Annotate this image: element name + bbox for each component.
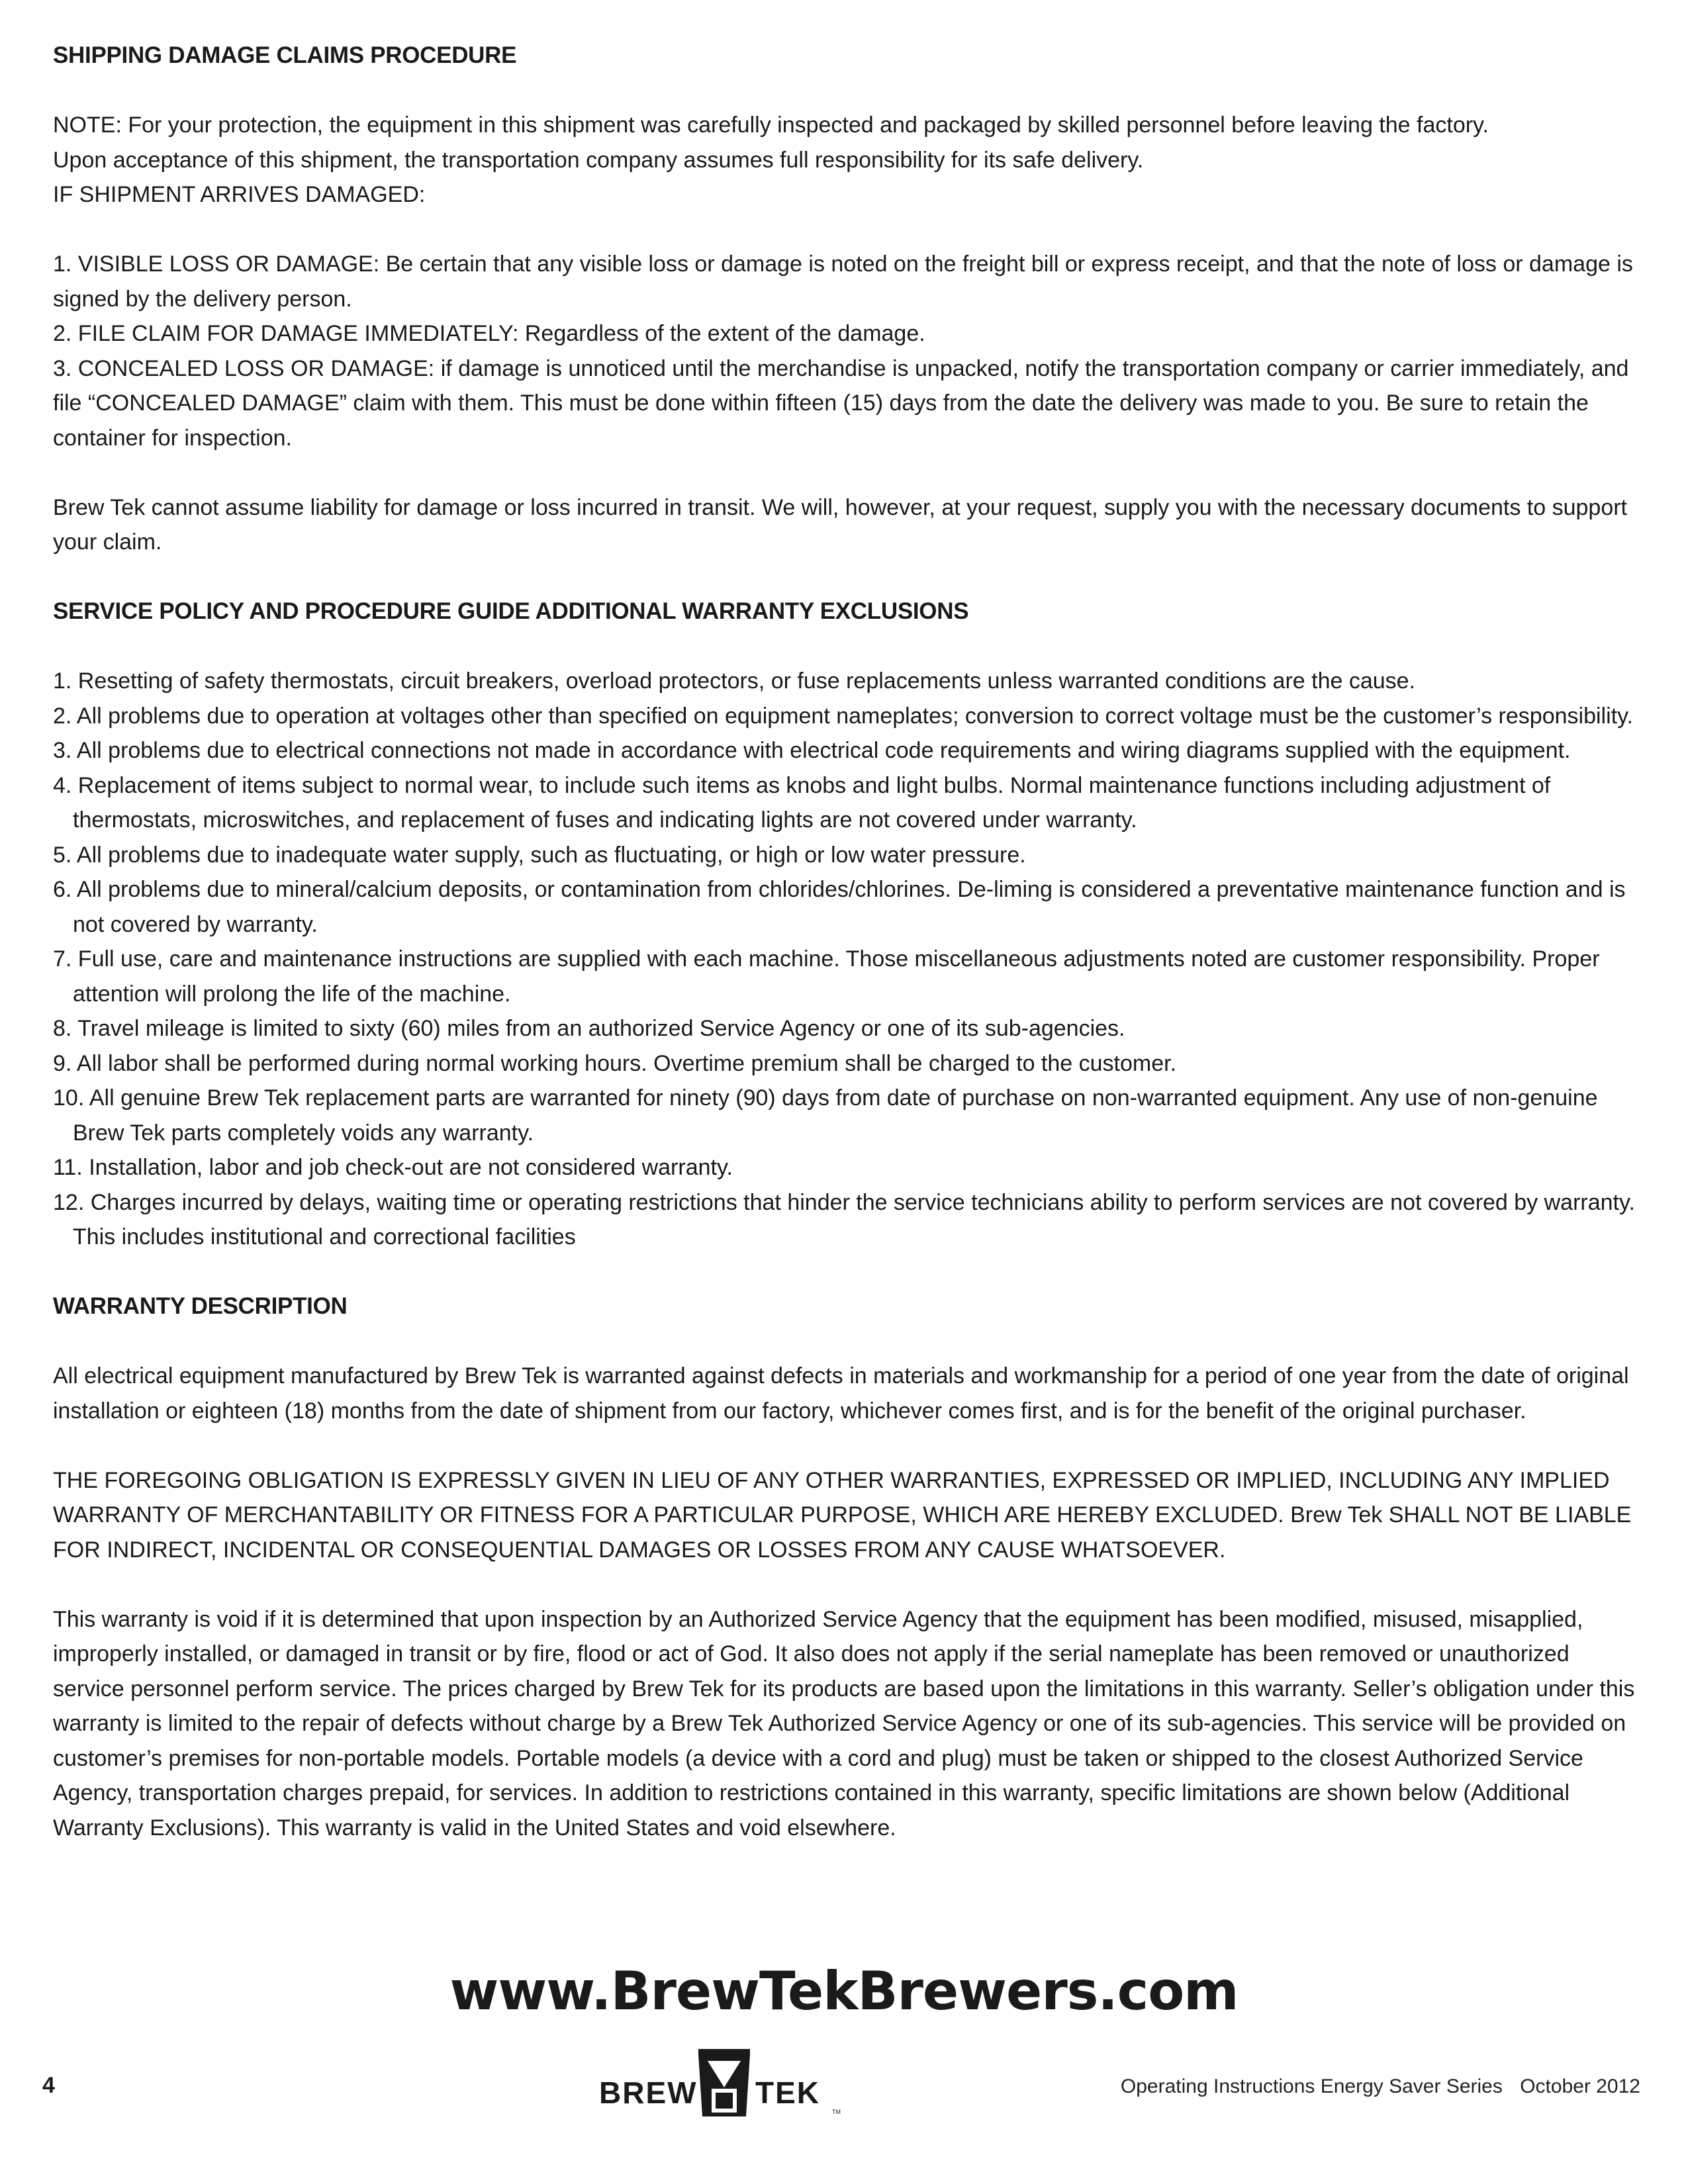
website-link[interactable]: www.BrewTekBrewers.com bbox=[449, 1960, 1239, 2022]
list-item: 11. Installation, labor and job check-out are not considered warranty. bbox=[53, 1155, 733, 1180]
cup-icon bbox=[698, 2049, 750, 2116]
warranty-para-2: THE FOREGOING OBLIGATION IS EXPRESSLY GIVEN IN LIEU OF ANY OTHER WARRANTIES, EXPRESSED OR IMPLIED, INCLUDING ANY IMPLIED WARRANTY OF MERCHANTABILITY OR FITNESS FOR A PARTICULAR PURPOSE, WHICH ARE HEREBY EXCLUDED. Brew Tek SHALL NOT BE LIABLE FOR INDIRECT, INCIDENTAL OR CONSEQUENTIAL DAMAGES OR LOSSES FROM ANY CAUSE WHATSOEVER. bbox=[53, 1467, 1632, 1563]
list-item: 6. All problems due to mineral/calcium deposits, or contamination from chlorides/chlorines. De-liming is considered a preventative maintenance function and is not covered by warranty. bbox=[53, 877, 1626, 937]
shipping-list bbox=[53, 247, 1635, 455]
footer-doc-info bbox=[1121, 2075, 1640, 2098]
list-item: 5. All problems due to inadequate water supply, such as fluctuating, or high or low water pressure. bbox=[53, 842, 1026, 868]
list-item: 4. Replacement of items subject to normal wear, to include such items as knobs and light bulbs. Normal maintenance functions including adjustment of thermostats, microswitches, and replacement of fuses and indicating lights are not covered under warranty. bbox=[53, 772, 1551, 833]
shipping-heading: SHIPPING DAMAGE CLAIMS PROCEDURE bbox=[53, 42, 517, 68]
list-item: 10. All genuine Brew Tek replacement parts are warranted for ninety (90) days from date of purchase on non-warranted equipment. Any use of non-genuine Brew Tek parts completely voids any warranty. bbox=[53, 1085, 1598, 1146]
list-item: 12. Charges incurred by delays, waiting time or operating restrictions that hinder the service technicians ability to perform services are not covered by warranty. This includes institutional and correctional facilities bbox=[53, 1189, 1635, 1250]
document-body bbox=[53, 38, 1635, 1880]
list-item: 3. CONCEALED LOSS OR DAMAGE: if damage is unnoticed until the merchandise is unpacked, notify the transportation company or carrier immediately, and file “CONCEALED DAMAGE” claim with them. This must be done within fifteen (15) days from the date the delivery was made to you. Be sure to retain the container for inspection. bbox=[53, 355, 1629, 451]
shipping-note-line2: Upon acceptance of this shipment, the transportation company assumes full responsibility for its safe delivery. bbox=[53, 147, 1144, 173]
shipping-if-damaged: IF SHIPMENT ARRIVES DAMAGED: bbox=[53, 182, 426, 207]
logo-tm: TM bbox=[832, 2109, 841, 2115]
footer-date: October 2012 bbox=[1520, 2075, 1640, 2097]
list-item: 2. All problems due to operation at voltages other than specified on equipment nameplates; conversion to correct voltage must be the customer’s responsibility. bbox=[53, 703, 1634, 729]
shipping-note-line1: NOTE: For your protection, the equipment in this shipment was carefully inspected and packaged by skilled personnel before leaving the factory. bbox=[53, 113, 1489, 138]
list-item: 1. Resetting of safety thermostats, circuit breakers, overload protectors, or fuse replacements unless warranted conditions are the cause. bbox=[53, 668, 1416, 694]
list-item: 3. All problems due to electrical connections not made in accordance with electrical code requirements and wiring diagrams supplied with the equipment. bbox=[53, 738, 1571, 763]
list-item: 9. All labor shall be performed during normal working hours. Overtime premium shall be charged to the customer. bbox=[53, 1050, 1177, 1076]
footer-doc-title: Operating Instructions Energy Saver Series bbox=[1120, 2075, 1503, 2097]
warranty-heading: WARRANTY DESCRIPTION bbox=[53, 1293, 348, 1319]
logo-text-right: TEK bbox=[755, 2075, 820, 2110]
warranty-para-1: All electrical equipment manufactured by Brew Tek is warranted against defects in materials and workmanship for a period of one year from the date of original installation or eighteen (18) months from the date of shipment from our factory, whichever comes first, and is for the benefit of the original purchaser. bbox=[53, 1363, 1629, 1424]
list-item: 2. FILE CLAIM FOR DAMAGE IMMEDIATELY: Regardless of the extent of the damage. bbox=[53, 321, 925, 346]
list-item: 1. VISIBLE LOSS OR DAMAGE: Be certain that any visible loss or damage is noted on the freight bill or express receipt, and that the note of loss or damage is signed by the delivery person. bbox=[53, 251, 1633, 312]
list-item: 8. Travel mileage is limited to sixty (60) miles from an authorized Service Agency or one of its sub-agencies. bbox=[53, 1016, 1125, 1041]
list-item: 7. Full use, care and maintenance instructions are supplied with each machine. Those miscellaneous adjustments noted are customer responsibility. Proper attention will prolong the life of the machine. bbox=[53, 946, 1600, 1007]
exclusions-list bbox=[53, 664, 1635, 1255]
page-number: 4 bbox=[42, 2073, 55, 2098]
brewtek-logo bbox=[599, 2045, 851, 2124]
shipping-liability: Brew Tek cannot assume liability for damage or loss incurred in transit. We will, however, at your request, supply you with the necessary documents to support your claim. bbox=[53, 494, 1627, 555]
logo-text-left: BREW bbox=[599, 2075, 698, 2110]
warranty-para-3: This warranty is void if it is determined that upon inspection by an Authorized Service Agency that the equipment has been modified, misused, misapplied, improperly installed, or damaged in transit or by fire, flood or act of God. It also does not apply if the serial nameplate has been removed or unauthorized service personnel perform service. The prices charged by Brew Tek for its products are based upon the limitations in this warranty. Seller’s obligation under this warranty is limited to the repair of defects without charge by a Brew Tek Authorized Service Agency or one of its sub-agencies. This service will be provided on customer’s premises for non-portable models. Portable models (a device with a cord and plug) must be taken or shipped to the closest Authorized Service Agency, transportation charges prepaid, for services. In addition to restrictions contained in this warranty, specific limitations are shown below (Additional Warranty Exclusions). This warranty is valid in the United States and void elsewhere. bbox=[53, 1606, 1635, 1841]
exclusions-heading: SERVICE POLICY AND PROCEDURE GUIDE ADDITIONAL WARRANTY EXCLUSIONS bbox=[53, 598, 969, 624]
